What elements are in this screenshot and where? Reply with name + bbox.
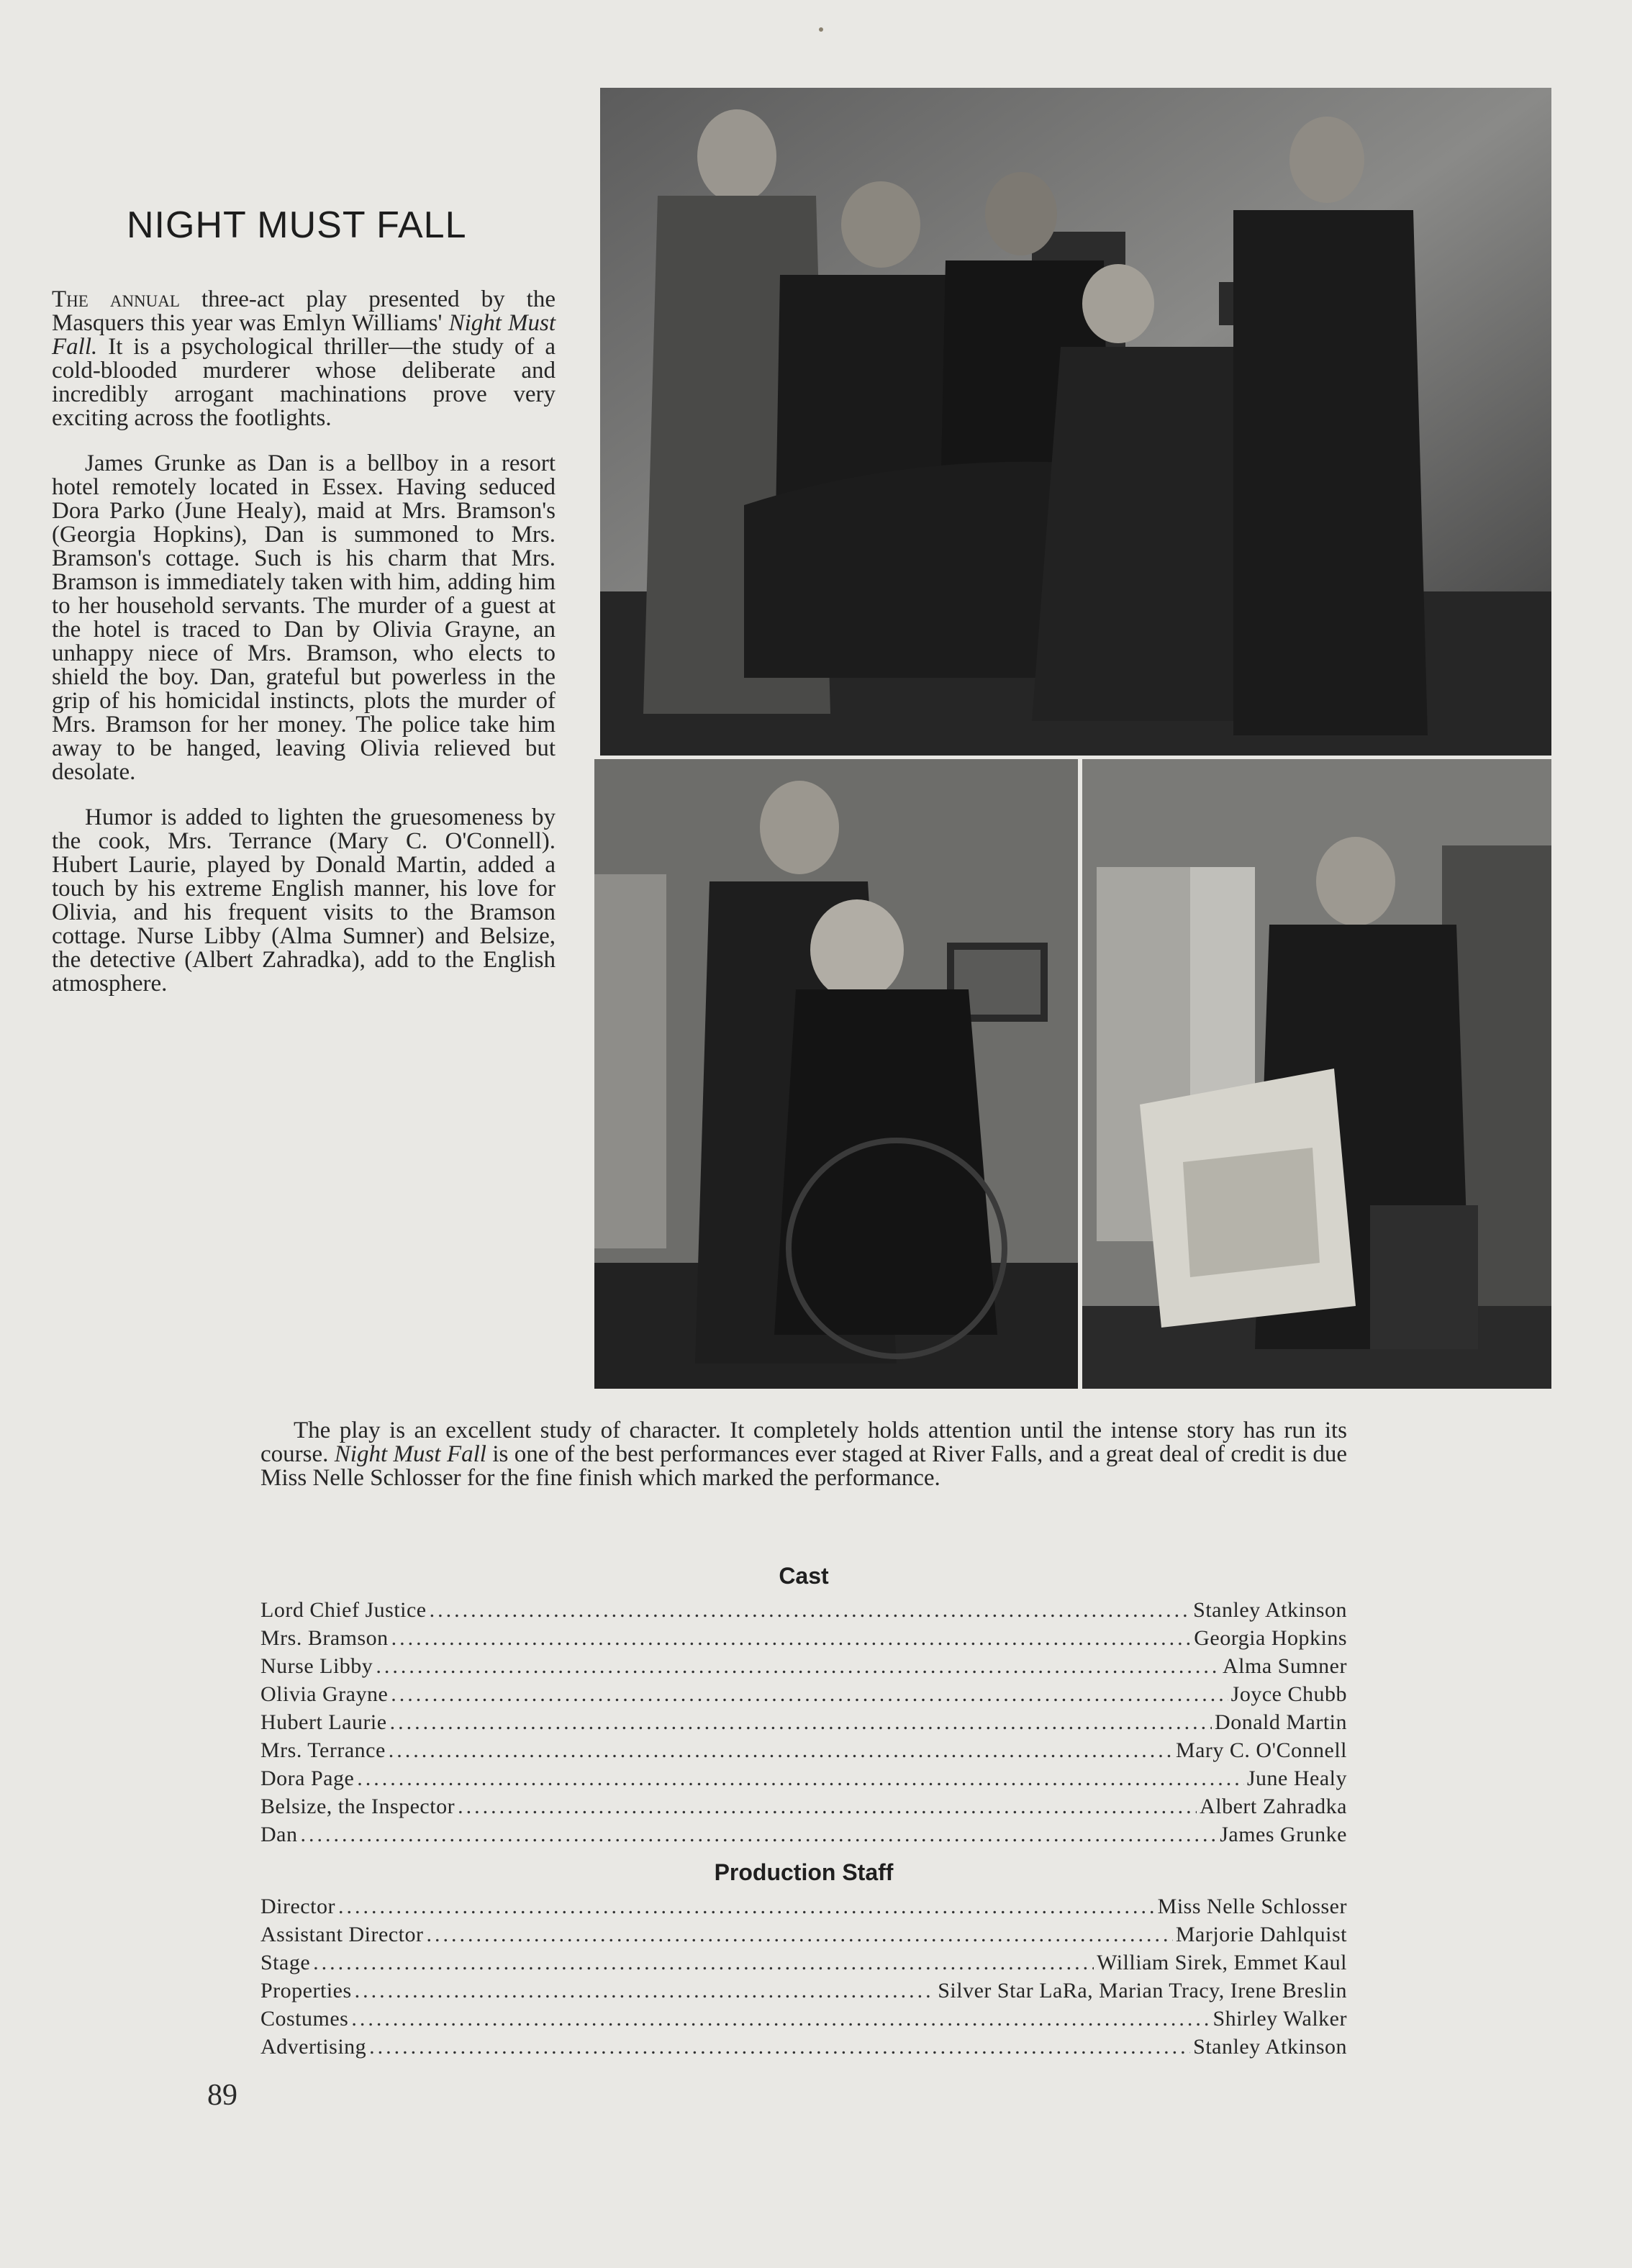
staff-row: Costumes ..... Shirley Walker [260, 2005, 1347, 2033]
cast-row: Mrs. Bramson ..... Georgia Hopkins [260, 1624, 1347, 1652]
closing-paragraph: The play is an excellent study of character. It completely holds attention until the intense story has run its course. Night Must Fall is one of the best performances ever staged at River Falls, and a great deal of credit is due Miss Nelle Schlosser for the fine finish which marked the performance. [260, 1418, 1347, 1491]
play-title-ref: Night Must Fall. [52, 310, 556, 360]
cast-row: Dora Page ..... June Healy [260, 1764, 1347, 1792]
staff-row: Properties ..... Silver Star LaRa, Marian Tracy, Irene Breslin [260, 1977, 1347, 2005]
staff-row: Assistant Director ..... Marjorie Dahlquist [260, 1920, 1347, 1949]
photo-group-scene [600, 88, 1551, 756]
paragraph-humor: Humor is added to lighten the gruesomeness by the cook, Mrs. Terrance (Mary C. O'Connell). Hubert Laurie, played by Donald Martin, added a touch by his extreme English manner, his love for Olivia, and his frequent visits to the Bramson cottage. Nurse Libby (Alma Sumner) and Belsize, the detective (Albert Zahradka), add to the English atmosphere. [52, 804, 556, 997]
photo-man-with-newspaper-image [1082, 759, 1551, 1389]
cast-row: Lord Chief Justice ..... Stanley Atkinson [260, 1596, 1347, 1624]
staff-list [260, 1892, 1347, 2061]
staff-row: Advertising ..... Stanley Atkinson [260, 2033, 1347, 2061]
page-number: 89 [207, 2079, 237, 2112]
photo-man-with-newspaper [1082, 759, 1551, 1389]
paper-speck [819, 27, 823, 32]
cast-row: Mrs. Terrance ..... Mary C. O'Connell [260, 1736, 1347, 1764]
photo-dan-and-mrs-bramson [594, 759, 1078, 1389]
photo-dan-and-mrs-bramson-image [594, 759, 1078, 1389]
staff-row: Stage ..... William Sirek, Emmet Kaul [260, 1949, 1347, 1977]
staff-row: Director ..... Miss Nelle Schlosser [260, 1892, 1347, 1920]
cast-heading: Cast [779, 1563, 829, 1589]
cast-row: Hubert Laurie ..... Donald Martin [260, 1708, 1347, 1736]
article-body [52, 288, 556, 1017]
photo-group-scene-image [600, 88, 1551, 756]
cast-row: Nurse Libby ..... Alma Sumner [260, 1652, 1347, 1680]
cast-row: Belsize, the Inspector ..... Albert Zahradka [260, 1792, 1347, 1820]
cast-row: Dan ..... James Grunke [260, 1820, 1347, 1849]
paragraph-plot: James Grunke as Dan is a bellboy in a resort hotel remotely located in Essex. Having seduced Dora Parko (June Healy), maid at Mrs. Bramson's (Georgia Hopkins), Dan is summoned to Mrs. Bramson's cottage. Such is his charm that Mrs. Bramson is immediately taken with him, adding him to her household servants. The murder of a guest at the hotel is traced to Dan by Olivia Grayne, an unhappy niece of Mrs. Bramson, who elects to shield the boy. Dan, grateful but powerless in the grip of his homicidal instincts, plots the murder of Mrs. Bramson for her money. The police take him away to be hanged, leaving Olivia relieved but desolate. [52, 450, 556, 785]
paragraph-intro: The annual three-act play presented by the Masquers this year was Emlyn Williams' Night Must Fall. It is a psychological thriller—the study of a cold-blooded murderer whose deliberate and incredibly arrogant machinations prove very exciting across the footlights. [52, 286, 556, 431]
page-title: NIGHT MUST FALL [127, 204, 467, 246]
production-staff-heading: Production Staff [714, 1859, 894, 1885]
lead-in: The annual [52, 286, 180, 312]
cast-row: Olivia Grayne ..... Joyce Chubb [260, 1680, 1347, 1708]
cast-list [260, 1596, 1347, 1849]
play-title-ref: Night Must Fall [334, 1441, 486, 1467]
